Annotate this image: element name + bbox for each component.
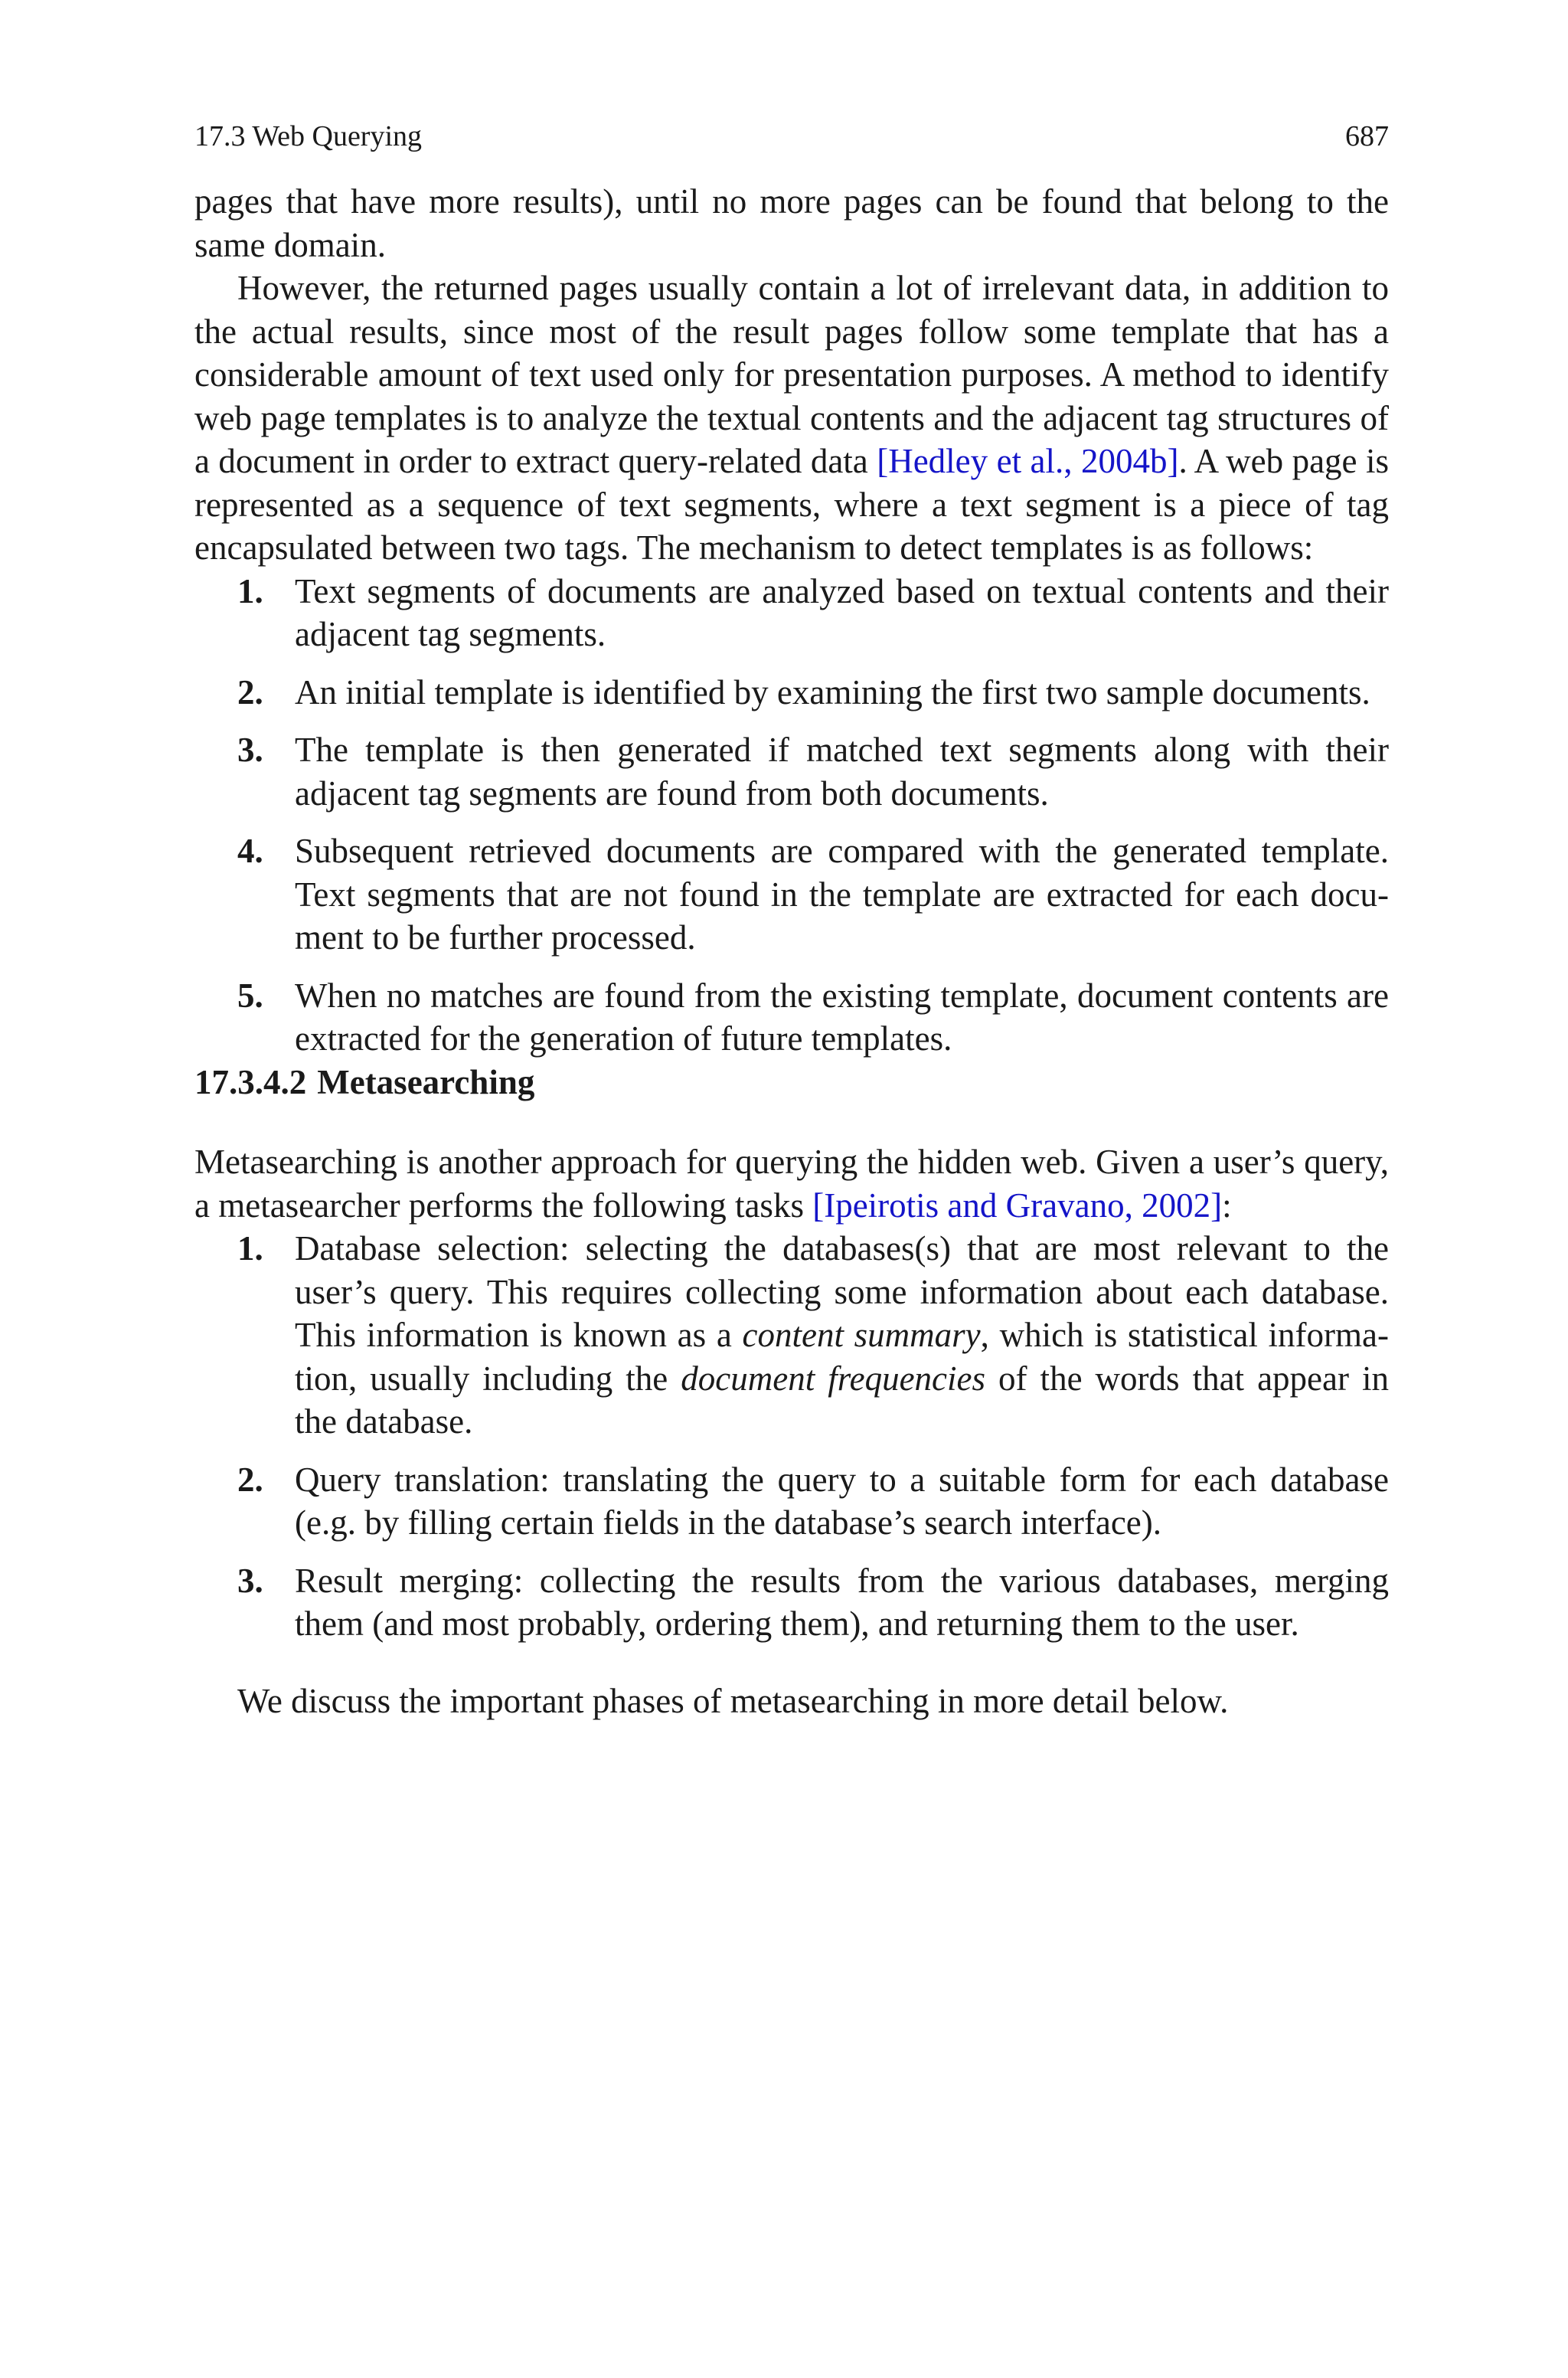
paragraph-continued: pages that have more results), until no more pages can be found that belong to the same domain.: [194, 182, 1389, 264]
list-item: [194, 1559, 1389, 1646]
list-item: [194, 728, 1389, 815]
list-item: [194, 974, 1389, 1061]
template-detection-steps: [194, 570, 1389, 1061]
citation-hedley[interactable]: [Hedley et al., 2004b]: [877, 442, 1179, 480]
term-content-summary: content summary: [742, 1316, 981, 1354]
list-item: [194, 1227, 1389, 1444]
list-item-text: Result merging: collecting the results from the various databases, merging them (and most probably, ordering them), and returning them to the user.: [295, 1561, 1389, 1643]
term-document-frequencies: document frequencies: [681, 1359, 986, 1398]
list-item-number: 5.: [237, 976, 263, 1015]
section-heading: [194, 1061, 1389, 1104]
running-head-section: 17.3 Web Querying: [194, 120, 423, 152]
list-item-number: 4.: [237, 832, 263, 870]
page-number: 687: [1345, 120, 1389, 152]
list-item: [194, 829, 1389, 960]
list-item-number: 2.: [237, 672, 263, 711]
list-item-text: Text segments of documents are analyzed based on textual contents and their adjacent tag segments.: [295, 571, 1389, 653]
list-item-text: of the words that appear in the database.: [295, 1359, 1390, 1441]
list-item-number: 3.: [237, 731, 263, 769]
list-item: [194, 671, 1389, 715]
metasearcher-tasks: [194, 1227, 1389, 1646]
paragraph-metasearching: [194, 1140, 1389, 1227]
list-item-text: , which is statistical informa- tion, usually including the: [295, 1316, 1389, 1398]
paragraph-metasearching-text: Metasearching is another approach for querying the hidden web. Given a user’s query, a metasearcher performs the following tasks: [194, 1143, 1389, 1225]
list-item-text: The template is then generated if matched text segments along with their adjacent tag segments are found from both documents.: [295, 731, 1389, 813]
list-item-text: When no matches are found from the existing template, document contents are extracted for the generation of future templates.: [295, 976, 1389, 1058]
section-number: 17.3.4.2: [194, 1062, 307, 1101]
paragraph-templates: [194, 267, 1389, 570]
list-item: [194, 570, 1389, 656]
list-item-number: 1.: [237, 1229, 263, 1268]
list-item-text: Query translation: translating the query to a suitable form for each database (e.g. by filling certain fields in the database’s search interface).: [295, 1460, 1389, 1542]
citation-ipeirotis[interactable]: [Ipeirotis and Gravano, 2002]: [812, 1186, 1223, 1225]
list-item-text: Database selection: selecting the databases(s) that are most relevant to the user’s query. This requires collecting some information about each database. This information is known as a: [295, 1229, 1389, 1354]
page: [194, 121, 1389, 1722]
list-item-number: 2.: [237, 1460, 263, 1499]
list-item-number: 1.: [237, 571, 263, 610]
list-item-text: Subsequent retrieved documents are compared with the generated template. Text segments that are not found in the template are extracted for each docu- ment to be further processed.: [295, 832, 1389, 957]
list-item: [194, 1458, 1389, 1545]
list-item-number: 3.: [237, 1561, 263, 1600]
list-item-text: An initial template is identified by examining the first two sample documents.: [295, 672, 1370, 711]
paragraph-metasearching-text-after: :: [1222, 1186, 1232, 1225]
paragraph-templates-text: However, the returned pages usually contain a lot of irrelevant data, in addition to the actual results, since most of the result pages follow some template that has a considerable amount of text used only for presentation purposes. A method to identify web page templates is to analyze the textual contents and the adjacent tag structures of a document in order to extract query-related data: [194, 269, 1389, 480]
section-title: Metasearching: [317, 1062, 535, 1101]
running-head: [194, 121, 1389, 152]
paragraph-templates-text-after: . A web page is represented as a sequence of text segments, where a text segment is a piece of tag encapsulated between two tags. The mechanism to detect templates is as follows:: [194, 442, 1389, 567]
paragraph-closing: We discuss the important phases of metasearching in more detail below.: [237, 1681, 1229, 1720]
